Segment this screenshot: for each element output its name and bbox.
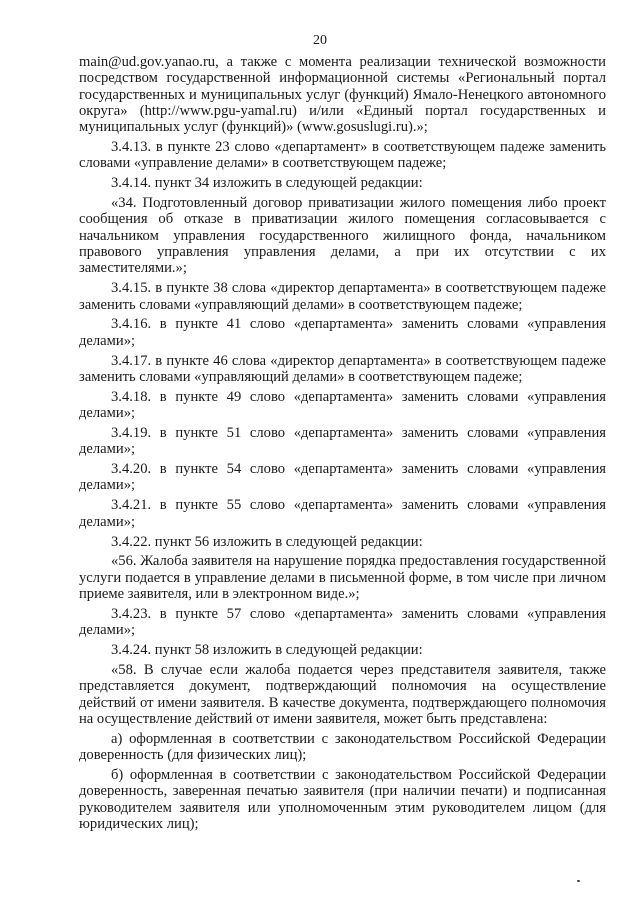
paragraph-item-3-4-16: 3.4.16. в пункте 41 слово «департамента» заменить словами «управления делами»; <box>79 316 606 349</box>
paragraph-quote-58: «58. В случае если жалоба подается через представителя заявителя, также представляется документ, подтверждающий полномочия на осуществление действий от имени заявителя. В качестве документа, подтверждающего полномочия на осуществление действий от имени заявителя, может быть представлена: <box>79 662 606 727</box>
paragraph-item-3-4-14: 3.4.14. пункт 34 изложить в следующей редакции: <box>111 175 423 192</box>
paragraph-item-3-4-21: 3.4.21. в пункте 55 слово «департамента» заменить словами «управления делами»; <box>79 497 606 530</box>
page-number: 20 <box>313 33 327 48</box>
document-body <box>79 54 606 836</box>
paragraph-item-3-4-20: 3.4.20. в пункте 54 слово «департамента» заменить словами «управления делами»; <box>79 461 606 494</box>
scan-speck <box>577 880 580 882</box>
paragraph-quote-34: «34. Подготовленный договор приватизации жилого помещения либо проект сообщения об отказе в приватизации жилого помещения согласовывается с начальником управления государственного жилищного фонда, начальником правового управления управления делами, а при их отсутствии с их заместителями.»; <box>79 195 606 277</box>
paragraph-item-3-4-23: 3.4.23. в пункте 57 слово «департамента» заменить словами «управления делами»; <box>79 605 606 639</box>
paragraph-item-3-4-13: 3.4.13. в пункте 23 слово «департамент» в соответствующем падеже заменить словами «управление делами» в соответствующем падеже; <box>79 139 606 172</box>
paragraph-item-3-4-15: 3.4.15. в пункте 38 слова «директор департамента» в соответствующем падеже заменить словами «управляющий делами» в соответствующем падеже; <box>79 280 606 313</box>
paragraph-subitem-b: б) оформленная в соответствии с законодательством Российской Федерации доверенность, заверенная печатью заявителя (при наличии печати) и подписанная руководителем заявителя или уполномоченным этим руководителем лицом (для юридических лиц); <box>79 766 606 832</box>
paragraph-item-3-4-17: 3.4.17. в пункте 46 слова «директор департамента» в соответствующем падеже заменить словами «управляющий делами» в соответствующем падеже; <box>79 352 606 385</box>
paragraph-item-3-4-18: 3.4.18. в пункте 49 слово «департамента» заменить словами «управления делами»; <box>79 388 606 422</box>
paragraph-item-3-4-19: 3.4.19. в пункте 51 слово «департамента» заменить словами «управления делами»; <box>79 424 606 458</box>
paragraph-quote-56: «56. Жалоба заявителя на нарушение порядка предоставления государственной услуги подается в управление делами в письменной форме, в том числе при личном приеме заявителя, или в электронном виде.»; <box>79 553 606 603</box>
paragraph-subitem-a: а) оформленная в соответствии с законодательством Российской Федерации доверенность (для физических лиц); <box>79 730 606 764</box>
paragraph-item-3-4-24: 3.4.24. пункт 58 изложить в следующей редакции: <box>111 642 423 659</box>
paragraph-item-3-4-22: 3.4.22. пункт 56 изложить в следующей редакции: <box>111 533 423 550</box>
paragraph-continuation: main@ud.gov.yanao.ru, а также с момента реализации технической возможности посредством государственной информационной системы «Региональный портал государственных и муниципальных услуг (функций) Ямало-Ненецкого автономного округа» (http://www.pgu-yamal.ru) и/или «Единый портал государственных и муниципальных услуг (функций)» (www.gosuslugi.ru).»; <box>79 54 606 136</box>
